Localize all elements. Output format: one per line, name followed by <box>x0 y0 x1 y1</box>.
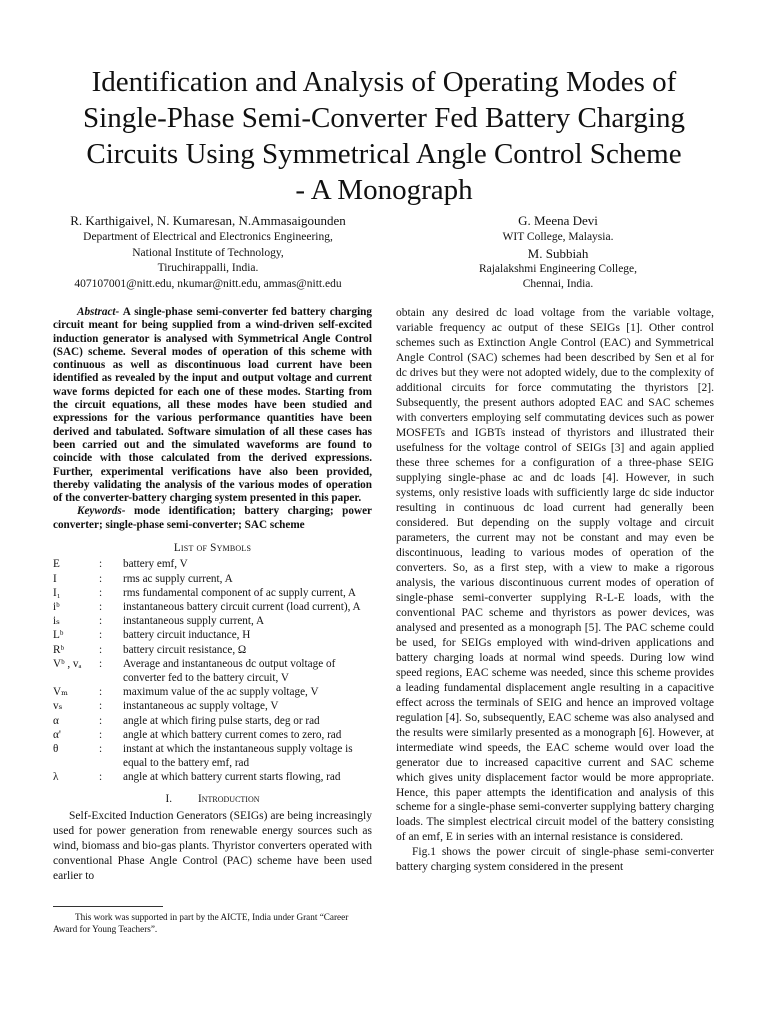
author-names: R. Karthigaivel, N. Kumaresan, N.Ammasaigounden <box>70 213 346 228</box>
symbol-name: I₁ <box>53 586 61 599</box>
symbol-name: α' <box>53 728 61 741</box>
symbol-row <box>53 614 372 628</box>
symbol-colon: : <box>99 742 103 755</box>
symbols-heading: List of Symbols <box>173 542 252 555</box>
keywords-label: Keywords- <box>77 505 126 518</box>
symbol-name: Lᵇ <box>53 629 64 642</box>
affiliation-line: Tiruchirappalli, India. <box>157 262 259 274</box>
symbol-colon: : <box>99 629 103 642</box>
author-name: M. Subbiah <box>527 245 589 261</box>
symbol-colon: : <box>99 728 103 741</box>
symbol-description: angle at which battery current comes to zero, rad <box>123 728 342 741</box>
right-column <box>396 306 714 875</box>
author-block-right <box>398 212 718 293</box>
symbol-row <box>53 699 372 713</box>
symbol-colon: : <box>99 586 103 599</box>
section-heading <box>53 793 372 806</box>
symbols-table <box>53 557 372 784</box>
symbol-name: iᵇ <box>53 600 60 613</box>
footnote-rule <box>53 906 163 907</box>
symbol-description: angle at which battery current starts flowing, rad <box>123 771 341 784</box>
section-number: I. <box>165 792 173 805</box>
symbol-name: Vₘ <box>53 686 68 699</box>
symbol-description: instant at which the instantaneous supply voltage is equal to the battery emf, rad <box>123 742 353 770</box>
title-line: Identification and Analysis of Operating Modes of <box>91 66 677 98</box>
symbol-name: α <box>53 714 59 727</box>
keywords <box>53 505 372 532</box>
affiliation-line: National Institute of Technology, <box>132 246 284 259</box>
author-emails: 407107001@nitt.edu, nkumar@nitt.edu, ammas@nitt.edu <box>74 277 342 290</box>
symbol-colon: : <box>99 714 103 727</box>
symbol-row <box>53 557 372 571</box>
symbol-row <box>53 742 372 770</box>
title-line: Single-Phase Semi-Converter Fed Battery Charging <box>83 102 685 134</box>
abstract-label: Abstract- <box>77 306 120 318</box>
symbol-description: instantaneous battery circuit current (load current), A <box>123 600 361 613</box>
symbol-row <box>53 770 372 784</box>
symbol-name: E <box>53 558 60 571</box>
symbol-name: I <box>53 572 57 585</box>
symbol-row <box>53 600 372 614</box>
section-title: Introduction <box>198 792 260 805</box>
symbol-row <box>53 586 372 600</box>
symbol-row <box>53 643 372 657</box>
symbol-colon: : <box>99 771 103 784</box>
abstract-text: A single-phase semi-converter fed battery charging circuit meant for being supplied from a wind-driven self-excited induction generator is analysed with Symmetrical Angle Control (SAC) scheme. Several modes of operation of this scheme with continuous as well as discontinuous load current have been identified as revealed by the input and output voltage and current wave forms depicted for each one of these modes. Starting from the circuit equations, all these modes have been studied and expressions for the various performance quantities have been derived and tabulated. Software simulation of all these cases has been carried out and the simulated waveforms are found to coincide with those calculated from the derived expressions. Further, experimental verifications have also been provided, thereby validating the analysis of the various modes of operation of the converter-battery charging system presented in this paper. <box>53 306 372 505</box>
affiliation-line: Chennai, India. <box>522 278 594 290</box>
affiliation-line: WIT College, Malaysia. <box>502 231 614 243</box>
keywords-text: mode identification; battery charging; power converter; single-phase semi-converter; SAC scheme <box>53 505 372 531</box>
author-block-left <box>30 212 386 292</box>
footnote: This work was supported in part by the AICTE, India under Grant “Career Award for Young Teachers”. <box>53 912 349 934</box>
symbol-description: maximum value of the ac supply voltage, V <box>123 686 319 699</box>
symbol-name: vₛ <box>53 700 63 713</box>
affiliation-line: Department of Electrical and Electronics Engineering, <box>83 231 333 243</box>
symbol-name: Vᵇ , vₐ <box>53 657 82 670</box>
symbol-description: battery emf, V <box>123 558 188 571</box>
symbol-colon: : <box>99 572 103 585</box>
symbol-description: rms ac supply current, A <box>123 572 233 585</box>
paper-title <box>40 64 728 208</box>
body-paragraph: obtain any desired dc load voltage from the variable voltage, variable frequency ac output of these SEIGs [1]. Other control schemes such as Extinction Angle Control (EAC) and Symmetrical Angle Control (SAC) schemes had been described by Sen et al for dc drives but they were not adopted widely, due to the complexity of additional circuits for force commutating the thyristors [2]. Subsequently, the present authors adopted EAC and SAC schemes with converters employing self commutating devices such as power MOSFETs and IGBTs instead of thyristors and illustrated their usefulness for the voltage control of SEIGs [3] and again applied these three schemes for a configuration of a three-phase SEIG supplying single-phase ac and dc loads [4]. However, in such systems, only resistive loads with sufficiently large dc side inductor resulting in continuous dc load current had generally been considered. But depending on the supply voltage and circuit parameters, the current may not be constant and may even be discontinuous, leading to various modes of operation of the converters. So, as a first step, with a view to make a rigorous analysis, the various discontinuous current modes of operation of single-phase semi-converter supplying R-L-E loads, with the conventional PAC scheme and thyristors as power devices, was analysed and presented as a monograph [5]. The PAC scheme could be used, for SEIGs employed with wind-driven applications and battery charging loads at normal wind speeds. During low wind speed regions, EAC scheme was needed, since this scheme provides a leading fundamental displacement angle resulting in a capacitive effect across the terminals of SEIG and hence an improved voltage regulation [4]. So, subsequently, EAC scheme was also analysed and the results were similarly presented as a monograph [6]. However, at intermediate wind speeds, the EAC scheme would over load the generator due to increased capacitive current and SAC scheme which gives unity displacement factor would be more appropriate. Hence, this paper attempts the identification and analysis of this scheme for a single-phase semi-converter supplying battery charging loads. The simplest electrical circuit model of the battery consisting of an emf, E in series with an internal resistance is considered. <box>396 307 714 844</box>
symbol-name: Rᵇ <box>53 643 64 656</box>
left-column <box>53 306 372 884</box>
symbol-colon: : <box>99 600 103 613</box>
title-line: - A Monograph <box>295 174 473 206</box>
symbol-description: instantaneous ac supply voltage, V <box>123 700 279 713</box>
symbol-colon: : <box>99 700 103 713</box>
body-paragraph: Fig.1 shows the power circuit of single-phase semi-converter battery charging system considered in the present <box>396 846 714 874</box>
symbol-row <box>53 685 372 699</box>
symbol-description: instantaneous supply current, A <box>123 615 265 628</box>
symbol-colon: : <box>99 643 103 656</box>
author-name: G. Meena Devi <box>518 213 598 228</box>
symbol-description: Average and instantaneous dc output voltage of converter fed to the battery circuit, V <box>123 657 336 684</box>
symbol-row <box>53 572 372 586</box>
symbol-colon: : <box>99 558 103 571</box>
symbol-row <box>53 728 372 742</box>
symbol-row <box>53 657 372 685</box>
title-line: Circuits Using Symmetrical Angle Control Scheme <box>86 138 682 170</box>
symbol-description: rms fundamental component of ac supply current, A <box>123 586 357 599</box>
symbol-row <box>53 628 372 642</box>
symbol-colon: : <box>99 657 103 670</box>
symbol-name: θ <box>53 742 59 755</box>
symbol-description: angle at which firing pulse starts, deg or rad <box>123 714 320 727</box>
symbol-colon: : <box>99 686 103 699</box>
symbol-name: iₛ <box>53 615 60 628</box>
symbol-row <box>53 714 372 728</box>
symbol-description: battery circuit resistance, Ω <box>123 643 247 656</box>
intro-paragraph: Self-Excited Induction Generators (SEIGs) are being increasingly used for power generation from renewable energy sources such as wind, biomass and bio-gas plants. Thyristor converters operated with conventional Phase Angle Control (PAC) scheme have been used earlier to <box>53 809 372 882</box>
symbol-colon: : <box>99 615 103 628</box>
affiliation-line: Rajalakshmi Engineering College, <box>478 262 638 275</box>
symbol-description: battery circuit inductance, H <box>123 629 251 642</box>
abstract <box>53 306 372 505</box>
symbol-name: λ <box>53 771 59 784</box>
